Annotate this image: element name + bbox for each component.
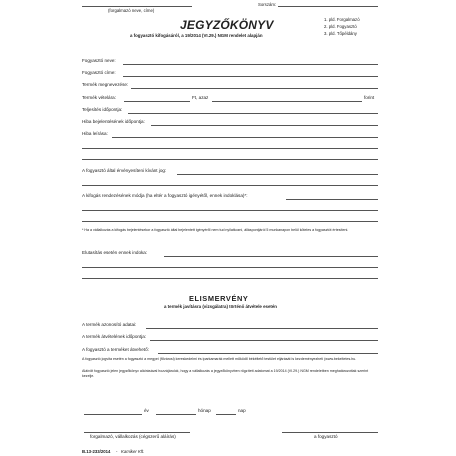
month-suffix: hónap (198, 408, 211, 413)
consent-text: Aláírólt fogyasztó jelen jegyzőkönyv aláírásával hozzájárulok, hogy a vállalkozás a jegyzőkönyvben rögzített adatomat a 19/2014 (VI.29.) NGM rendeletben meghatározottak szerint kezelje. (82, 369, 369, 378)
claimed-right-line-2[interactable] (82, 185, 378, 186)
claimed-right-line-1[interactable] (177, 174, 378, 175)
seller-signature-line[interactable] (84, 432, 190, 433)
price-unit-label: Ft, azaz (192, 95, 209, 100)
product-id-line[interactable] (146, 328, 378, 329)
product-id-label: A termék azonosító adatai: (82, 322, 137, 327)
year-suffix: év (144, 408, 149, 413)
price-words-line[interactable] (212, 101, 362, 102)
price-unit-tail: forint (364, 95, 375, 100)
defect-report-date-line[interactable] (151, 125, 378, 126)
consumer-name-label: Fogyasztó neve: (82, 58, 116, 63)
purchase-price-label: Termék vételára: (82, 95, 116, 100)
rejection-reason-label: Elutasítás esetén ennek indoka: (82, 250, 148, 255)
rejection-reason-line-1[interactable] (164, 256, 378, 257)
rejection-reason-line-2[interactable] (82, 267, 378, 268)
year-line[interactable] (84, 414, 142, 415)
seller-signature-caption: forgalmazó, vállalkozás (cégszerű aláírás) (90, 434, 176, 439)
document-subtitle: a fogyasztó kifogásáról, a 19/2014 (VI.29.) NGM rendelet alapján (130, 33, 263, 38)
footer-separator: - (116, 449, 118, 454)
publisher: Kamiker Kft. (121, 449, 145, 454)
claimed-right-label: A fogyasztó által érvényesíteni kívánt jog: (82, 168, 167, 173)
settlement-method-line-3[interactable] (82, 221, 378, 222)
dispute-info-text: A fogyasztó jogvita esetén a fogyasztó a megyei (fővárosi) kereskedelmi és iparkamarák mellett működő békéltető testület eljárását is kezdeményezheti (www.bekeltetes.hu. (82, 357, 357, 361)
defect-description-line-3[interactable] (82, 159, 378, 160)
product-name-label: Termék megnevezése: (82, 82, 129, 87)
consumer-name-line[interactable] (123, 64, 378, 65)
product-name-line[interactable] (131, 88, 378, 89)
footnote: * Ha a vállalkozás a kifogás bejelentésekor a fogyasztó által bejelentett igényéről nem tud nyilatkozni, álláspontjáról 5 munkanapon belül köteles a fogyasztót értesíteni. (82, 228, 349, 232)
defect-description-line-1[interactable] (112, 137, 378, 138)
serial-label: Sorszám: (258, 2, 277, 7)
month-line[interactable] (156, 414, 196, 415)
return-date-line[interactable] (158, 353, 378, 354)
day-line[interactable] (216, 414, 236, 415)
seller-line[interactable] (82, 6, 192, 7)
purchase-price-line[interactable] (124, 101, 190, 102)
rejection-reason-line-3[interactable] (82, 278, 378, 279)
consumer-signature-caption: a fogyasztó (314, 434, 338, 439)
handover-date-line[interactable] (150, 340, 378, 341)
settlement-method-line-1[interactable] (286, 199, 378, 200)
settlement-method-label: A kifogás rendezésének módja (ha eltér a fogyasztó igényétől, ennek indoklása)*: (82, 193, 248, 198)
document-title: JEGYZŐKÖNYV (180, 18, 274, 32)
serial-line[interactable] (278, 6, 378, 7)
defect-description-label: Hiba leírása: (82, 131, 108, 136)
copy-3: 3. pld. Tőpéldány (324, 31, 357, 36)
defect-description-line-2[interactable] (82, 148, 378, 149)
complaint-form-page (68, 0, 388, 456)
settlement-method-line-2[interactable] (82, 210, 378, 211)
consumer-address-label: Fogyasztó címe: (82, 70, 116, 75)
consumer-address-line[interactable] (123, 76, 378, 77)
completion-date-label: Teljesítés időpontja: (82, 107, 123, 112)
return-date-label: A fogyasztó a terméket átvehető: (82, 347, 149, 352)
completion-date-line[interactable] (128, 113, 378, 114)
defect-report-date-label: Hiba bejelentésének időpontja: (82, 119, 145, 124)
receipt-subtitle: a termék javításra (vizsgálatra) történő átvétele esetén (164, 304, 277, 309)
seller-caption: (forgalmazó neve, címe) (108, 8, 155, 13)
day-suffix: nap (238, 408, 246, 413)
receipt-title: ELISMERVÉNY (189, 294, 249, 303)
copy-1: 1. pld. Forgalmazó (324, 17, 360, 22)
form-code: B.13-233/2014 (82, 449, 111, 454)
consumer-signature-line[interactable] (282, 432, 378, 433)
copy-2: 2. pld. Fogyasztó (324, 24, 357, 29)
handover-date-label: A termék átvételének időpontja: (82, 334, 147, 339)
